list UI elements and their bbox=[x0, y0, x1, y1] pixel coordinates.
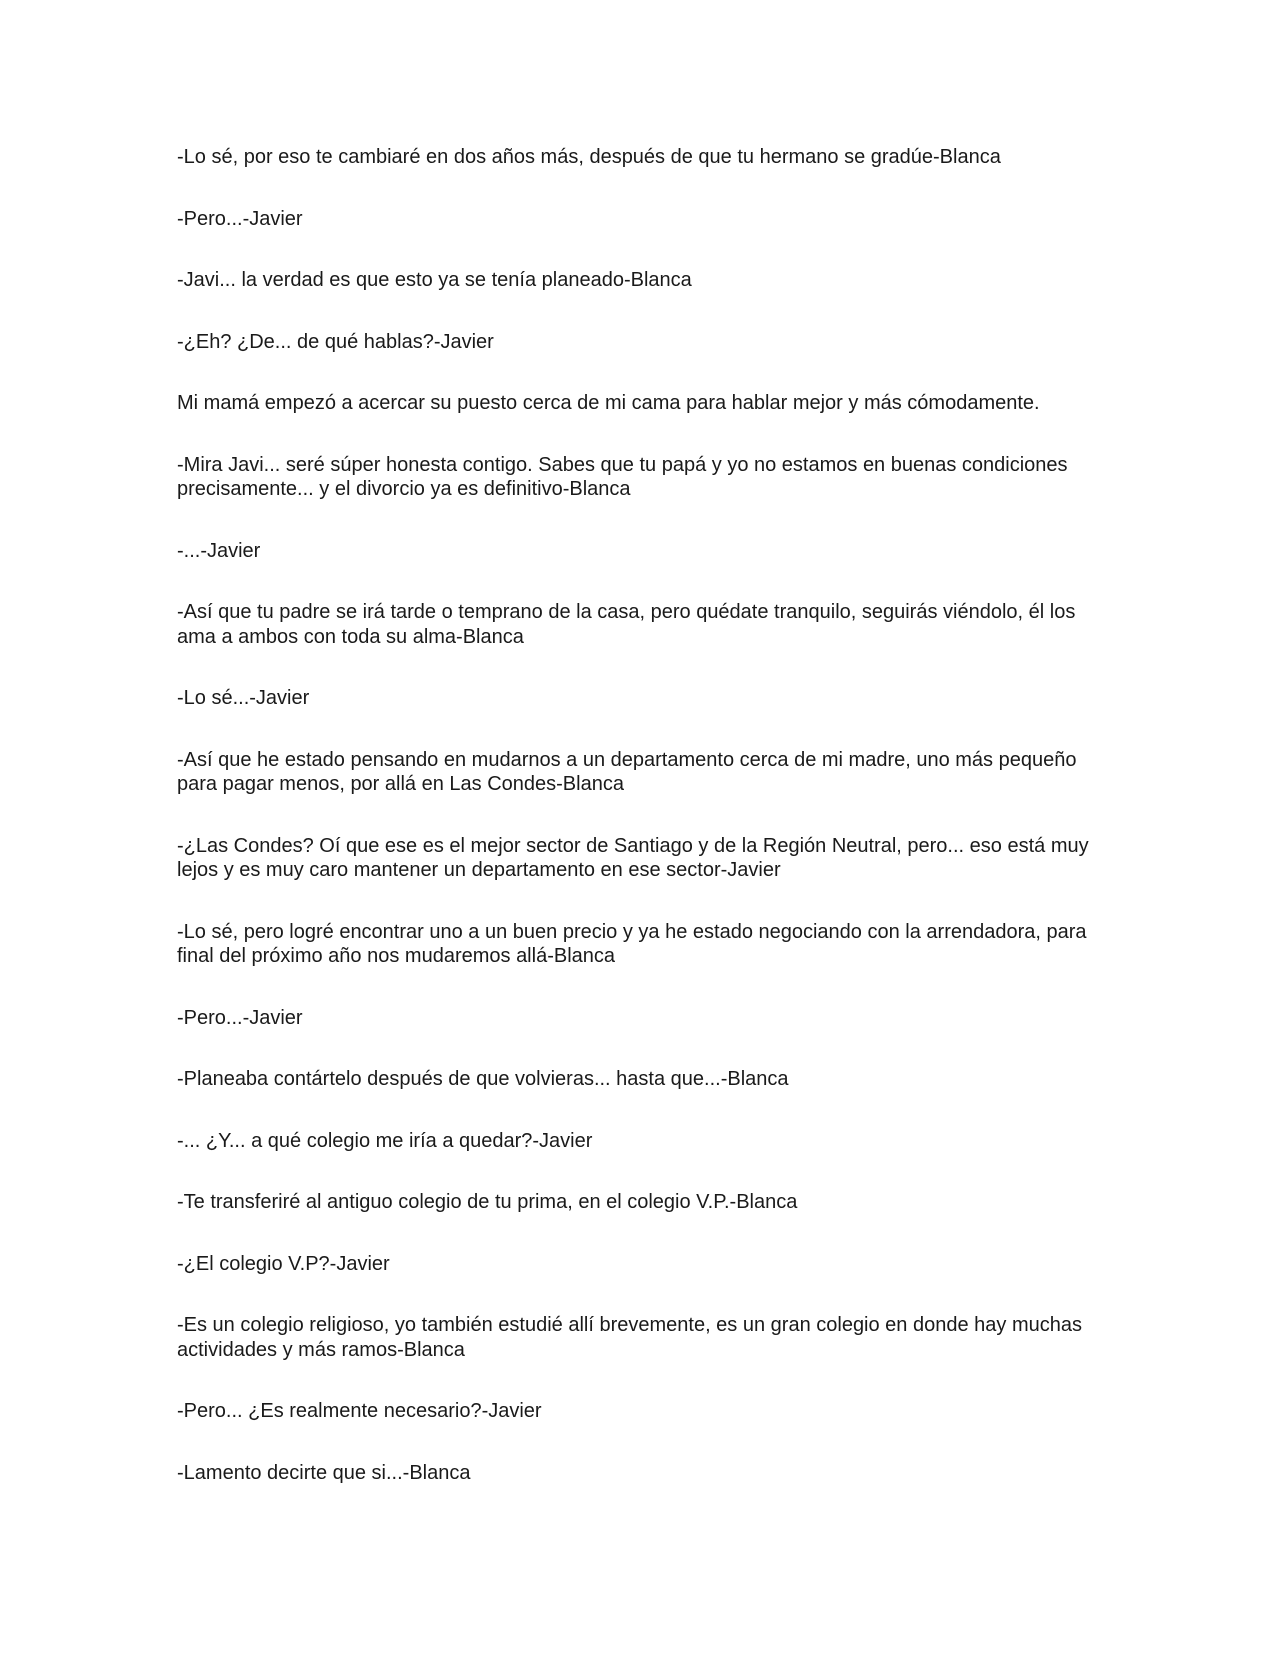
paragraph: Mi mamá empezó a acercar su puesto cerca de mi cama para hablar mejor y más cómodamente. bbox=[177, 392, 1040, 414]
paragraph: -¿Eh? ¿De... de qué hablas?-Javier bbox=[177, 330, 494, 353]
paragraph: -Pero...-Javier bbox=[177, 207, 303, 230]
paragraph: -Planeaba contártelo después de que volvieras... hasta que...-Blanca bbox=[177, 1068, 789, 1090]
paragraph: -Pero...-Javier bbox=[177, 1006, 303, 1029]
paragraph: -¿Las Condes? Oí que ese es el mejor sector de Santiago y de la Región Neutral, pero... eso está muy lejos y es muy caro mantener un departamento en ese sector-Javier bbox=[177, 834, 1089, 881]
paragraph: -¿El colegio V.P?-Javier bbox=[177, 1252, 390, 1275]
paragraph: -Así que tu padre se irá tarde o temprano de la casa, pero quédate tranquilo, seguirás viéndolo, él los ama a ambos con toda su alma-Blanca bbox=[177, 601, 1076, 648]
paragraph: -Te transferiré al antiguo colegio de tu prima, en el colegio V.P.-Blanca bbox=[177, 1191, 798, 1213]
paragraph: -...-Javier bbox=[177, 539, 261, 562]
paragraph: -Lo sé, pero logré encontrar uno a un buen precio y ya he estado negociando con la arrendadora, para final del próximo año nos mudaremos allá-Blanca bbox=[177, 920, 1087, 967]
document-body bbox=[177, 145, 1097, 1522]
paragraph: -Pero... ¿Es realmente necesario?-Javier bbox=[177, 1400, 542, 1422]
paragraph: -Lo sé, por eso te cambiaré en dos años más, después de que tu hermano se gradúe-Blanca bbox=[177, 146, 1001, 168]
paragraph: -Mira Javi... seré súper honesta contigo. Sabes que tu papá y yo no estamos en buenas condiciones precisamente... y el divorcio ya es definitivo-Blanca bbox=[177, 453, 1068, 500]
paragraph: -... ¿Y... a qué colegio me iría a quedar?-Javier bbox=[177, 1129, 593, 1152]
paragraph: -Lamento decirte que si...-Blanca bbox=[177, 1461, 471, 1484]
paragraph: -Así que he estado pensando en mudarnos a un departamento cerca de mi madre, uno más pequeño para pagar menos, por allá en Las Condes-Blanca bbox=[177, 748, 1077, 795]
paragraph: -Lo sé...-Javier bbox=[177, 687, 310, 709]
paragraph: -Es un colegio religioso, yo también estudié allí brevemente, es un gran colegio en donde hay muchas actividades y más ramos-Blanca bbox=[177, 1314, 1082, 1361]
paragraph: -Javi... la verdad es que esto ya se tenía planeado-Blanca bbox=[177, 269, 692, 291]
